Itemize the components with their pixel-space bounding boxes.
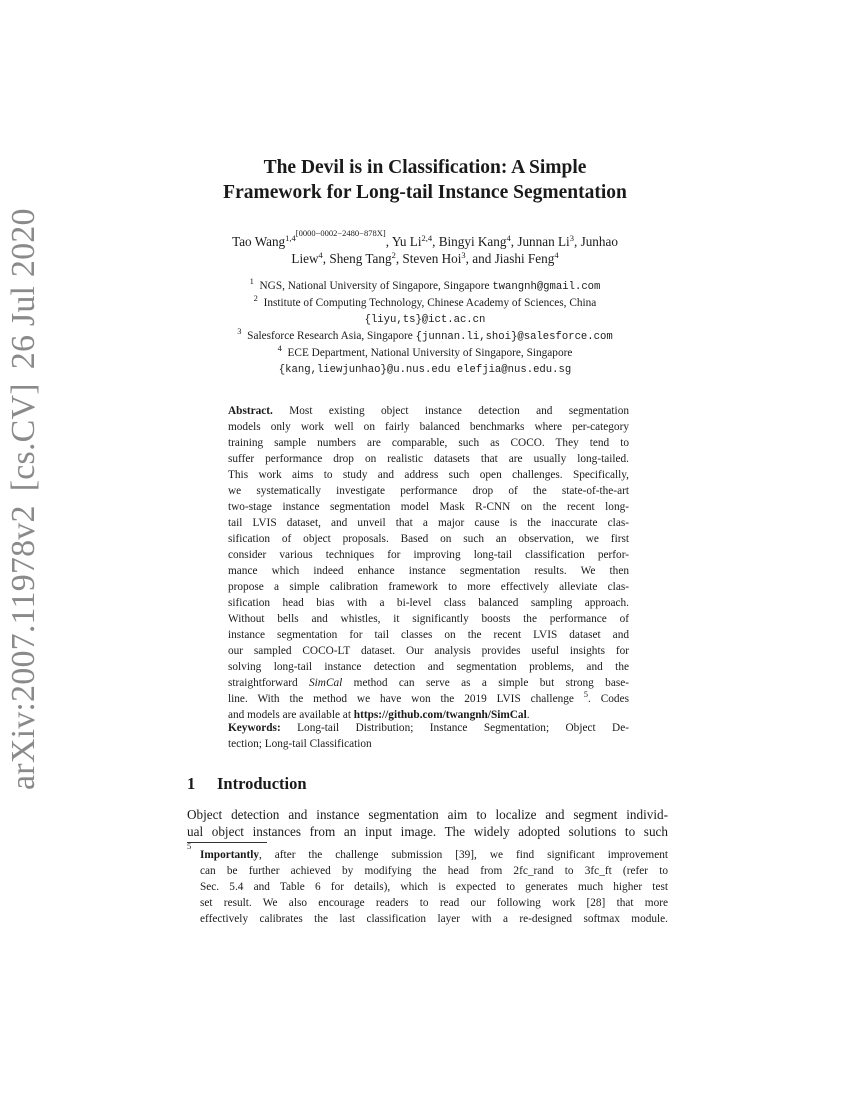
author-line-1: Tao Wang$^{1,4[0000-0002-2480-878X]}$, Yu Li$^{2,4}$, Bingyi Kang$^4$, Junnan Li$^3$, Junhao xyxy=(232,228,618,249)
author-affil-sup: 4 xyxy=(318,250,323,260)
abstract-line: training sample numbers are comparable, such as COCO. They tend to xyxy=(228,437,629,449)
email: {liyu,ts}@ict.ac.cn xyxy=(364,314,486,326)
arxiv-date: 26 Jul 2020 xyxy=(5,208,42,370)
code-link[interactable]: https://github.com/twangnh/SimCal xyxy=(353,709,527,721)
orcid-id: [0000−0002−2480−878X] xyxy=(295,228,386,238)
section-title: Introduction xyxy=(217,774,307,793)
abstract xyxy=(228,403,629,723)
affiliation-2: $^2$ Institute of Computing Technology, Chinese Academy of Sciences, China xyxy=(253,293,597,309)
author-affil-sup: 4 xyxy=(506,233,511,243)
section-heading xyxy=(187,774,307,794)
footnote: 5 Importantly, after the challenge submission [39], we find significant improvement can be further achieved by modifying the head from 2fc_rand to 3fc_ft (refer to Sec. 5.4 and Table 6 for details), which is expected to generates much higher test set result. We also encourage readers to read our following work [28] that more effectively calibrates the last classification layer with a re-designed softmax module. xyxy=(187,841,668,925)
email: {junnan.li,shoi}@salesforce.com xyxy=(415,331,613,343)
abstract-label: Abstract. xyxy=(228,405,273,417)
abstract-line: instance segmentation for tail classes on the recent LVIS dataset and xyxy=(228,629,629,641)
abstract-line: line. With the method we have won the 2019 LVIS challenge $^5$. Codes xyxy=(228,689,629,705)
arxiv-id: arXiv:2007.11978v2 xyxy=(5,505,42,790)
affiliation-1: $^1$ NGS, National University of Singapore, Singapore twangnh@gmail.com xyxy=(249,276,601,293)
paper-title xyxy=(150,155,700,205)
author-line-2: Liew$^4$, Sheng Tang$^2$, Steven Hoi$^3$, and Jiashi Feng$^4$ xyxy=(291,250,559,266)
author-name: Sheng Tang xyxy=(329,251,392,266)
author-affil-sup: 2 xyxy=(391,250,396,260)
abstract-line: suffer performance drop on realistic datasets that are usually long-tailed. xyxy=(228,453,629,465)
author-name: Tao Wang xyxy=(232,234,286,249)
abstract-line: two-stage instance segmentation model Mask R-CNN on the recent long- xyxy=(228,501,629,513)
author-name: Junnan Li xyxy=(517,234,570,249)
author-affil-sup: 2,4 xyxy=(421,233,433,243)
author-name: Steven Hoi xyxy=(402,251,462,266)
abstract-line: and models are available at https://github.com/twangnh/SimCal. xyxy=(228,709,530,721)
keywords: Keywords: Long-tail Distribution; Instance Segmentation; Object De- tection; Long-tail Classification xyxy=(228,722,629,750)
author-affil-sup: 3 xyxy=(461,250,466,260)
affiliation-2-email xyxy=(190,311,660,328)
author-name-first: Junhao xyxy=(580,234,618,249)
arxiv-category: [cs.CV] xyxy=(5,383,42,492)
arxiv-stamp xyxy=(6,194,42,790)
affiliations xyxy=(190,278,660,378)
affiliation-4: $^4$ ECE Department, National University of Singapore, Singapore xyxy=(277,343,573,359)
intro-paragraph: Object detection and instance segmentation aim to localize and segment individ- ual object instances from an input image. The widely adopted solutions to such xyxy=(187,807,668,839)
keywords-label: Keywords: xyxy=(228,722,281,734)
section-number: 1 xyxy=(187,774,196,793)
abstract-line: consider various techniques for improving long-tail classification perfor- xyxy=(228,549,629,561)
author-name: Jiashi Feng xyxy=(494,251,555,266)
abstract-line: sification of object proposals. Based on such an observation, we first xyxy=(228,533,629,545)
abstract-line: sification head bias with a bi-level class balanced sampling approach. xyxy=(228,597,629,609)
affiliation-3: $^3$ Salesforce Research Asia, Singapore {junnan.li,shoi}@salesforce.com xyxy=(237,326,613,343)
abstract-line: This work aims to study and address such open challenges. Specifically, xyxy=(228,469,629,481)
abstract-line: straightforward SimCal method can serve as a simple but strong base- xyxy=(228,677,630,689)
abstract-line: tail LVIS dataset, and unveil that a major cause is the inaccurate clas- xyxy=(228,517,629,529)
abstract-line: Without bells and whistles, it significantly boosts the performance of xyxy=(228,613,629,625)
footnote-mark[interactable]: 5 xyxy=(583,689,589,699)
title-line-1: The Devil is in Classification: A Simple xyxy=(263,157,587,178)
affiliation-4-email xyxy=(190,361,660,378)
author-name-last: Liew xyxy=(291,251,319,266)
abstract-line: Abstract. Most existing object instance detection and segmentation xyxy=(228,405,629,417)
abstract-line: our sampled COCO-LT dataset. Our analysis provides useful insights for xyxy=(228,645,629,657)
abstract-line: models only work well on fairly balanced benchmarks where per-category xyxy=(228,421,629,433)
footnote-divider xyxy=(187,842,267,843)
abstract-line: propose a simple calibration framework to more effectively alleviate clas- xyxy=(228,581,629,593)
abstract-line: we systematically investigate performance drop of the state-of-the-art xyxy=(228,485,629,497)
abstract-line: mance which indeed enhance instance segmentation results. We then xyxy=(228,565,629,577)
author-name: Bingyi Kang xyxy=(438,234,507,249)
author-affil-sup: 3 xyxy=(569,233,574,243)
abstract-line: solving long-tail instance detection and segmentation problems, and the xyxy=(228,661,629,673)
email: twangnh@gmail.com xyxy=(492,281,601,293)
method-name: SimCal xyxy=(309,677,343,689)
author-affil-sup: 4 xyxy=(554,250,559,260)
email: {kang,liewjunhao}@u.nus.edu elefjia@nus.edu.sg xyxy=(278,364,572,376)
author-affil-sup: 1,4[0000−0002−2480−878X] xyxy=(285,228,386,243)
title-line-2: Framework for Long-tail Instance Segmentation xyxy=(223,182,627,203)
author-list xyxy=(170,228,680,267)
author-name: Yu Li xyxy=(391,234,422,249)
